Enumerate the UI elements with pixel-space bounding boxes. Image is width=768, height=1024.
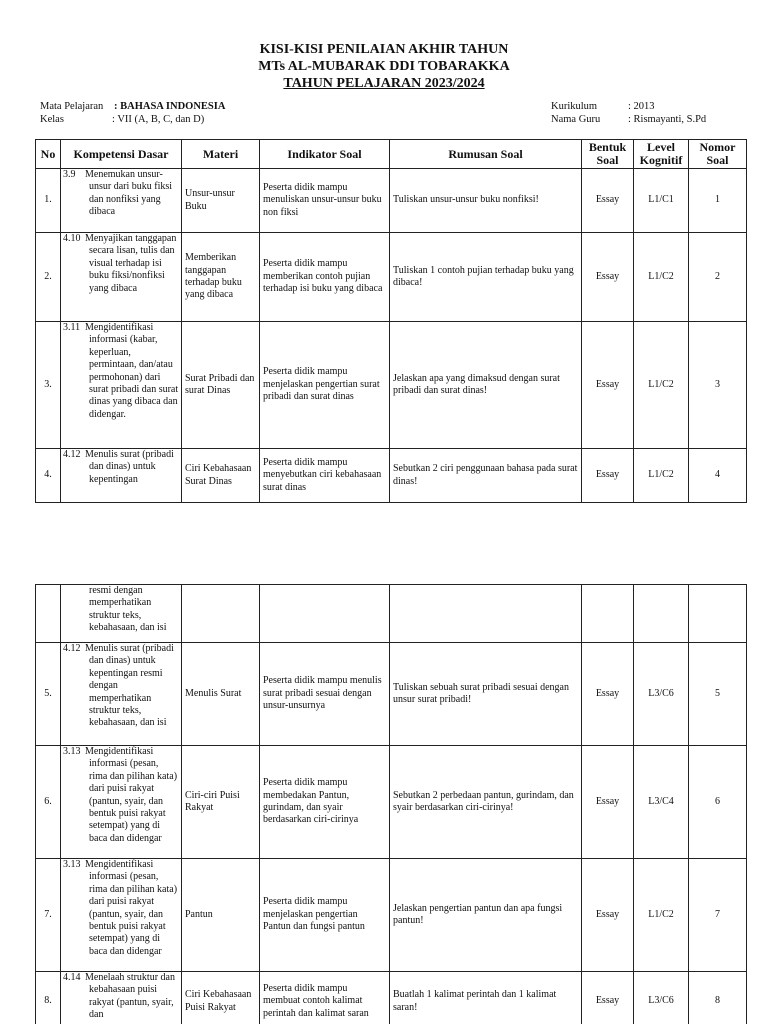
- cell-kompetensi-dasar: [61, 643, 182, 746]
- cell-nomor: 4: [689, 449, 747, 503]
- cell-level: L1/C2: [634, 449, 689, 503]
- cell-materi: [182, 585, 260, 643]
- table-row: [36, 449, 747, 503]
- kd-block: [63, 169, 179, 219]
- cell-rumusan: Jelaskan apa yang dimaksud dengan surat pribadi dan surat dinas!: [390, 322, 582, 449]
- col-rumusan-soal: Rumusan Soal: [390, 140, 582, 169]
- col-materi: Materi: [182, 140, 260, 169]
- title-line-3: TAHUN PELAJARAN 2023/2024: [283, 76, 485, 91]
- cell-rumusan: Buatlah 1 kalimat perintah dan 1 kalimat saran!: [390, 972, 582, 1024]
- cell-no: 6.: [36, 746, 61, 859]
- table-row: [36, 643, 747, 746]
- kd-block: [63, 449, 179, 486]
- cell-rumusan: [390, 585, 582, 643]
- cell-kompetensi-dasar: [61, 859, 182, 972]
- meta-left: [40, 100, 225, 126]
- cell-materi: Surat Pribadi dan surat Dinas: [182, 322, 260, 449]
- cell-nomor: 2: [689, 233, 747, 322]
- kd-block: [63, 972, 179, 1022]
- cell-no: 4.: [36, 449, 61, 503]
- cell-indikator: Peserta didik mampu menulis surat pribadi sesuai dengan unsur-unsurnya: [260, 643, 390, 746]
- cell-no: 1.: [36, 169, 61, 233]
- cell-rumusan: Jelaskan pengertian pantun dan apa fungsi pantun!: [390, 859, 582, 972]
- cell-kompetensi-dasar: [61, 449, 182, 503]
- kd-text: resmi dengan memperhatikan struktur teks, kebahasaan, dan isi: [89, 585, 167, 634]
- table-row: [36, 746, 747, 859]
- cell-nomor: 1: [689, 169, 747, 233]
- cell-bentuk: Essay: [582, 449, 634, 503]
- cell-rumusan: Sebutkan 2 perbedaan pantun, gurindam, dan syair berdasarkan ciri-cirinya!: [390, 746, 582, 859]
- guru-value: : Rismayanti, S.Pd: [628, 114, 707, 125]
- table-row-continuation: [36, 585, 747, 643]
- cell-kompetensi-dasar: [61, 169, 182, 233]
- table-row: [36, 859, 747, 972]
- cell-rumusan: Sebutkan 2 ciri penggunaan bahasa pada surat dinas!: [390, 449, 582, 503]
- kd-number: 3.9: [63, 169, 76, 180]
- guru-label: Nama Guru: [551, 114, 601, 125]
- cell-nomor: [689, 585, 747, 643]
- meta-right: [551, 100, 706, 126]
- kd-number: 4.10: [63, 233, 81, 244]
- cell-indikator: Peserta didik mampu menjelaskan pengertian Pantun dan fungsi pantun: [260, 859, 390, 972]
- cell-indikator: Peserta didik mampu memberikan contoh pujian terhadap isi buku yang dibaca: [260, 233, 390, 322]
- cell-level: L1/C2: [634, 233, 689, 322]
- cell-kompetensi-dasar: [61, 585, 182, 643]
- cell-no: 8.: [36, 972, 61, 1024]
- col-indikator-soal: Indikator Soal: [260, 140, 390, 169]
- kelas-value: : VII (A, B, C, dan D): [112, 114, 205, 125]
- cell-kompetensi-dasar: [61, 746, 182, 859]
- cell-level: L3/C4: [634, 746, 689, 859]
- kd-block: [63, 746, 179, 845]
- col-bentuk-soal: Bentuk Soal: [582, 140, 634, 169]
- cell-indikator: [260, 585, 390, 643]
- kurikulum-value: : 2013: [628, 101, 655, 112]
- cell-nomor: 3: [689, 322, 747, 449]
- cell-bentuk: Essay: [582, 746, 634, 859]
- cell-bentuk: Essay: [582, 859, 634, 972]
- cell-bentuk: Essay: [582, 233, 634, 322]
- cell-kompetensi-dasar: [61, 233, 182, 322]
- col-level-kognitif: Level Kognitif: [634, 140, 689, 169]
- kd-text: Mengidentifikasi informasi (kabar, keperluan, permintaan, dan/atau permohonan) dari surat pribadi dan surat dinas yang dibaca dan didengar.: [85, 322, 179, 420]
- kd-block: [63, 322, 179, 421]
- kd-text: Menelaah struktur dan kebahasaan puisi rakyat (pantun, syair, dan: [85, 972, 175, 1021]
- cell-kompetensi-dasar: [61, 972, 182, 1024]
- table-row: [36, 322, 747, 449]
- title-line-1: KISI-KISI PENILAIAN AKHIR TAHUN: [259, 42, 509, 57]
- table-row: [36, 233, 747, 322]
- cell-nomor: 5: [689, 643, 747, 746]
- cell-level: L3/C6: [634, 972, 689, 1024]
- col-kompetensi-dasar: Kompetensi Dasar: [61, 140, 182, 169]
- kd-text: Mengidentifikasi informasi (pesan, rima dan pilihan kata) dari puisi rakyat (pantun, syair, dan bentuk puisi rakyat setempat) yang di baca dan didengar: [85, 859, 178, 957]
- title-line-2: MTs AL-MUBARAK DDI TOBARAKKA: [258, 59, 510, 74]
- cell-bentuk: Essay: [582, 169, 634, 233]
- kurikulum-label: Kurikulum: [551, 101, 598, 112]
- document-title: [0, 41, 768, 92]
- cell-no: 7.: [36, 859, 61, 972]
- cell-materi: Ciri Kebahasaan Puisi Rakyat: [182, 972, 260, 1024]
- kd-block: [63, 233, 179, 295]
- kd-text: Menemukan unsur-unsur dari buku fiksi dan nonfiksi yang dibaca: [85, 169, 173, 218]
- cell-indikator: Peserta didik mampu menyebutkan ciri kebahasaan surat dinas: [260, 449, 390, 503]
- col-nomor-soal: Nomor Soal: [689, 140, 747, 169]
- cell-bentuk: Essay: [582, 972, 634, 1024]
- cell-level: L1/C2: [634, 322, 689, 449]
- cell-level: L1/C2: [634, 859, 689, 972]
- table-row: [36, 169, 747, 233]
- kd-text: Mengidentifikasi informasi (pesan, rima dan pilihan kata) dari puisi rakyat (pantun, syair, dan bentuk puisi rakyat setempat) yang di baca dan didengar: [85, 746, 178, 844]
- table-header-row: [36, 140, 747, 169]
- cell-materi: Ciri-ciri Puisi Rakyat: [182, 746, 260, 859]
- kd-number: 3.11: [63, 322, 81, 333]
- col-no: No: [36, 140, 61, 169]
- kd-text: Menyajikan tanggapan secara lisan, tulis dan visual terhadap isi buku fiksi/nonfiksi yang dibaca: [85, 233, 177, 294]
- cell-level: L1/C1: [634, 169, 689, 233]
- cell-nomor: 6: [689, 746, 747, 859]
- kd-text: Menulis surat (pribadi dan dinas) untuk kepentingan resmi dengan memperhatikan struktur teks, kebahasaan, dan isi: [85, 643, 174, 729]
- cell-no: [36, 585, 61, 643]
- cell-level: [634, 585, 689, 643]
- kisi-table-page-1: [35, 139, 747, 503]
- cell-level: L3/C6: [634, 643, 689, 746]
- kd-block: [63, 643, 179, 730]
- cell-indikator: Peserta didik mampu membuat contoh kalimat perintah dan kalimat saran: [260, 972, 390, 1024]
- kd-number: 4.14: [63, 972, 81, 983]
- cell-no: 2.: [36, 233, 61, 322]
- mapel-label: Mata Pelajaran: [40, 101, 104, 112]
- cell-indikator: Peserta didik mampu membedakan Pantun, gurindam, dan syair berdasarkan ciri-cirinya: [260, 746, 390, 859]
- cell-no: 3.: [36, 322, 61, 449]
- cell-materi: Memberikan tanggapan terhadap buku yang dibaca: [182, 233, 260, 322]
- cell-bentuk: [582, 585, 634, 643]
- cell-rumusan: Tuliskan 1 contoh pujian terhadap buku yang dibaca!: [390, 233, 582, 322]
- kd-number: 3.13: [63, 859, 81, 870]
- cell-materi: Ciri Kebahasaan Surat Dinas: [182, 449, 260, 503]
- mapel-value: : BAHASA INDONESIA: [114, 101, 226, 112]
- cell-indikator: Peserta didik mampu menjelaskan pengertian surat pribadi dan surat dinas: [260, 322, 390, 449]
- cell-bentuk: Essay: [582, 322, 634, 449]
- kd-number: 4.12: [63, 449, 81, 460]
- cell-indikator: Peserta didik mampu menuliskan unsur-unsur buku non fiksi: [260, 169, 390, 233]
- kd-number: 3.13: [63, 746, 81, 757]
- cell-nomor: 8: [689, 972, 747, 1024]
- kd-text: Menulis surat (pribadi dan dinas) untuk kepentingan: [85, 449, 174, 485]
- cell-no: 5.: [36, 643, 61, 746]
- cell-materi: Menulis Surat: [182, 643, 260, 746]
- cell-bentuk: Essay: [582, 643, 634, 746]
- cell-rumusan: Tuliskan sebuah surat pribadi sesuai dengan unsur surat pribadi!: [390, 643, 582, 746]
- kd-block: [63, 859, 179, 958]
- kisi-table-page-2: [35, 584, 747, 1024]
- cell-materi: Unsur-unsur Buku: [182, 169, 260, 233]
- cell-materi: Pantun: [182, 859, 260, 972]
- kelas-label: Kelas: [40, 114, 64, 125]
- kd-number: 4.12: [63, 643, 81, 654]
- table-row: [36, 972, 747, 1024]
- cell-kompetensi-dasar: [61, 322, 182, 449]
- cell-rumusan: Tuliskan unsur-unsur buku nonfiksi!: [390, 169, 582, 233]
- cell-nomor: 7: [689, 859, 747, 972]
